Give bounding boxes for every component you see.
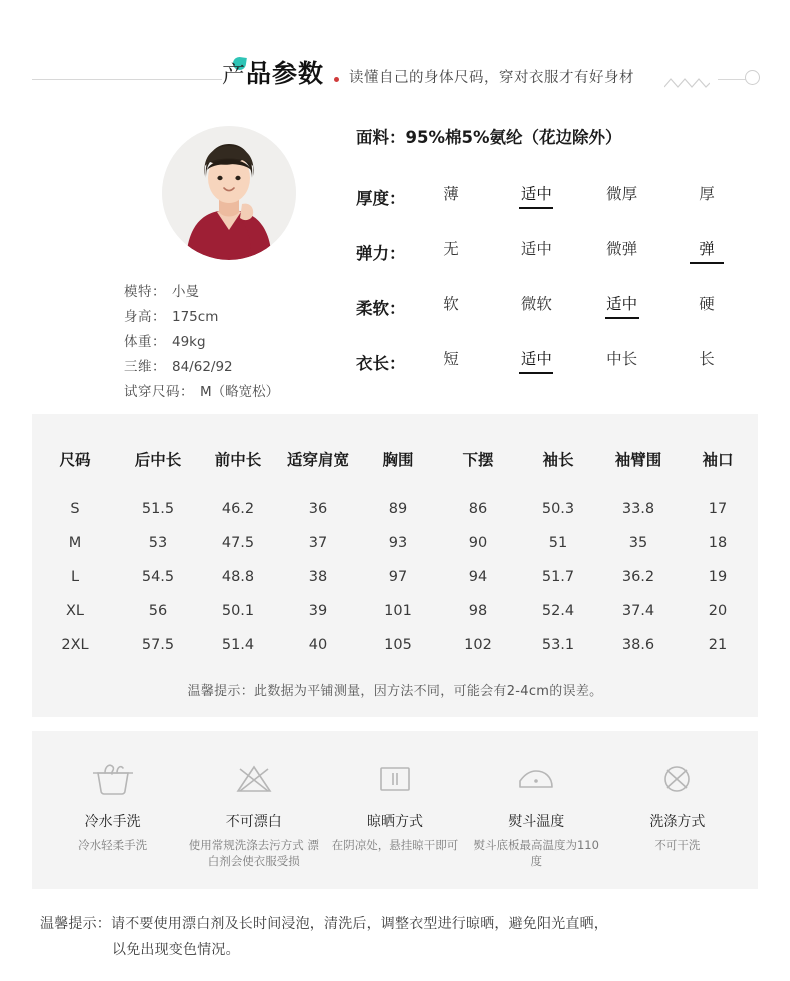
page-title xyxy=(222,54,634,90)
param-key: 衣长： xyxy=(356,354,406,373)
param-option-selected: 弹 xyxy=(690,237,724,264)
model-info-row xyxy=(124,380,332,405)
param-options xyxy=(434,182,724,209)
table-row xyxy=(32,628,758,662)
table-cell: 57.5 xyxy=(141,637,175,653)
param-option: 微软 xyxy=(520,295,552,313)
param-option: 无 xyxy=(443,240,459,258)
table-cell: 51 xyxy=(548,535,568,551)
param-options xyxy=(434,237,724,264)
param-option-selected: 适中 xyxy=(605,292,639,319)
table-cell: 20 xyxy=(708,603,728,619)
table-cell: 38 xyxy=(308,569,328,585)
table-cell: S xyxy=(70,501,80,517)
table-cell: 36.2 xyxy=(621,569,655,585)
table-cell: 51.5 xyxy=(141,501,175,517)
model-info-row xyxy=(124,330,332,355)
no-bleach-icon xyxy=(187,753,320,805)
table-cell: M xyxy=(68,535,82,551)
param-option: 短 xyxy=(443,350,459,368)
param-row-length xyxy=(356,347,758,374)
table-cell: 37.4 xyxy=(621,603,655,619)
spec-section xyxy=(0,104,790,414)
fabric-row xyxy=(356,124,758,148)
page-title-big: 品参数 xyxy=(246,59,325,88)
table-header-cell: 袖口 xyxy=(702,451,734,469)
page-header xyxy=(0,0,790,104)
model-info-value: 175cm xyxy=(172,309,219,325)
model-info-row xyxy=(124,305,332,330)
param-row-thickness xyxy=(356,182,758,209)
param-row-elasticity xyxy=(356,237,758,264)
table-header-cell: 适穿肩宽 xyxy=(286,451,349,469)
care-title: 晾晒方式 xyxy=(367,814,423,830)
fabric-label: 面料： xyxy=(356,128,406,147)
model-info-list xyxy=(124,280,332,405)
table-cell: 101 xyxy=(384,603,412,619)
table-cell: 47.5 xyxy=(221,535,255,551)
model-info-value: 49kg xyxy=(172,334,206,350)
table-cell: 52.4 xyxy=(541,603,575,619)
care-title: 冷水手洗 xyxy=(84,814,141,830)
param-option-selected: 适中 xyxy=(519,182,553,209)
model-info-label: 模特： xyxy=(124,284,166,300)
table-cell: 19 xyxy=(708,569,728,585)
table-row xyxy=(32,492,758,526)
param-option: 长 xyxy=(699,350,715,368)
table-cell: 94 xyxy=(468,569,488,585)
care-desc: 熨斗底板最高温度为110度 xyxy=(473,838,599,868)
table-cell: 105 xyxy=(384,637,412,653)
table-cell: 2XL xyxy=(61,637,89,653)
care-item-iron xyxy=(466,753,607,869)
care-title: 熨斗温度 xyxy=(508,814,565,830)
table-cell: 86 xyxy=(468,501,488,517)
table-cell: 37 xyxy=(308,535,328,551)
table-cell: L xyxy=(70,569,80,585)
model-info-row xyxy=(124,355,332,380)
care-desc: 不可干洗 xyxy=(654,838,701,852)
table-cell: 54.5 xyxy=(141,569,175,585)
table-cell: 53.1 xyxy=(541,637,575,653)
table-cell: 21 xyxy=(708,637,728,653)
param-option: 厚 xyxy=(699,185,715,203)
care-row xyxy=(42,753,748,869)
dry-hang-icon xyxy=(328,753,461,805)
param-option: 软 xyxy=(443,295,459,313)
param-row-softness xyxy=(356,292,758,319)
model-photo-illustration xyxy=(162,126,296,260)
param-key: 弹力： xyxy=(356,244,406,263)
size-table-note: 温馨提示：此数据为平铺测量，因方法不同，可能会有2-4cm的误差。 xyxy=(187,684,603,699)
table-row xyxy=(32,560,758,594)
table-cell: 97 xyxy=(388,569,408,585)
table-cell: 40 xyxy=(308,637,328,653)
model-info-value: 小曼 xyxy=(172,284,199,300)
param-option: 微弹 xyxy=(606,240,638,258)
table-row xyxy=(32,526,758,560)
param-column xyxy=(332,104,758,414)
no-dry-clean-icon xyxy=(611,753,744,805)
table-header-cell: 胸围 xyxy=(382,451,414,469)
care-item-no-dry-clean xyxy=(607,753,748,869)
param-option: 微厚 xyxy=(606,185,638,203)
care-title: 不可漂白 xyxy=(225,814,282,830)
table-cell: 53 xyxy=(148,535,168,551)
table-cell: 56 xyxy=(148,603,168,619)
model-info-label: 身高： xyxy=(124,309,166,325)
care-item-no-bleach xyxy=(183,753,324,869)
param-key: 柔软： xyxy=(356,299,406,318)
fabric-value: 95%棉5%氨纶（花边除外） xyxy=(405,128,622,147)
model-info-value: M（略宽松） xyxy=(200,384,280,400)
page-title-small: 产 xyxy=(222,62,246,88)
care-desc: 冷水轻柔手洗 xyxy=(78,838,148,852)
size-table xyxy=(32,440,758,662)
table-header-cell: 前中长 xyxy=(214,451,262,469)
table-header-cell: 袖臂围 xyxy=(614,451,662,469)
model-info-label: 试穿尺码： xyxy=(124,384,194,400)
table-cell: 39 xyxy=(308,603,328,619)
header-rule-left xyxy=(32,79,222,80)
zigzag-decor-icon xyxy=(664,74,710,93)
table-cell: 50.1 xyxy=(221,603,255,619)
model-info-row xyxy=(124,280,332,305)
table-cell: 102 xyxy=(464,637,492,653)
page-subtitle: 读懂自己的身体尺码，穿对衣服才有好身材 xyxy=(349,70,635,86)
param-option: 硬 xyxy=(699,295,715,313)
param-option-selected: 适中 xyxy=(519,347,553,374)
param-option: 薄 xyxy=(443,185,459,203)
table-header-row xyxy=(32,440,758,492)
table-cell: 50.3 xyxy=(541,501,575,517)
param-options xyxy=(434,347,724,374)
table-cell: 90 xyxy=(468,535,488,551)
table-cell: 51.7 xyxy=(541,569,575,585)
corner-circle-decor-icon xyxy=(745,70,760,85)
table-cell: 46.2 xyxy=(221,501,255,517)
care-item-dry-hang xyxy=(324,753,465,869)
param-option: 中长 xyxy=(606,350,638,368)
table-header-cell: 袖长 xyxy=(542,451,574,469)
table-header-cell: 后中长 xyxy=(134,451,182,469)
size-table-section xyxy=(32,414,758,717)
table-header-cell: 尺码 xyxy=(59,451,91,469)
table-cell: 35 xyxy=(628,535,648,551)
title-dot-separator xyxy=(334,77,339,82)
care-desc: 在阴凉处，悬挂晾干即可 xyxy=(331,838,459,852)
param-option: 适中 xyxy=(520,240,552,258)
footer-tip-line1: 温馨提示：请不要使用漂白剂及长时间浸泡，清洗后，调整衣型进行晾晒，避免阳光直晒， xyxy=(40,916,608,932)
table-header-cell: 下摆 xyxy=(462,451,494,469)
table-cell: 93 xyxy=(388,535,408,551)
table-cell: 48.8 xyxy=(221,569,255,585)
table-row xyxy=(32,594,758,628)
iron-icon xyxy=(470,753,603,805)
param-key: 厚度： xyxy=(356,189,406,208)
table-cell: 51.4 xyxy=(221,637,255,653)
table-cell: XL xyxy=(65,603,84,619)
hand-wash-icon xyxy=(46,753,179,805)
footer-tip-line2: 以免出现变色情况。 xyxy=(112,942,240,958)
model-info-label: 三维： xyxy=(124,359,166,375)
table-cell: 18 xyxy=(708,535,728,551)
table-cell: 98 xyxy=(468,603,488,619)
care-title: 洗涤方式 xyxy=(649,814,706,830)
footer-tip xyxy=(40,911,750,963)
model-photo xyxy=(162,126,296,260)
table-cell: 89 xyxy=(388,501,408,517)
care-item-hand-wash xyxy=(42,753,183,869)
table-cell: 33.8 xyxy=(621,501,655,517)
table-cell: 17 xyxy=(708,501,728,517)
care-instructions-section xyxy=(32,731,758,889)
model-info-value: 84/62/92 xyxy=(172,359,233,375)
care-desc: 使用常规洗涤去污方式 漂白剂会使衣服受损 xyxy=(188,838,319,868)
model-info-label: 体重： xyxy=(124,334,166,350)
table-cell: 36 xyxy=(308,501,328,517)
table-cell: 38.6 xyxy=(621,637,655,653)
model-column xyxy=(32,104,332,414)
param-options xyxy=(434,292,724,319)
